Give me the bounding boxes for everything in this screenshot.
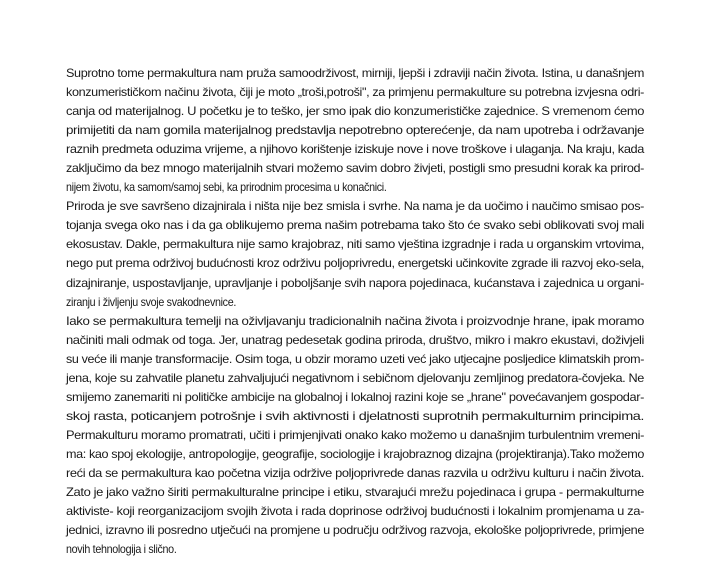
text-line: načiniti mali odmak od toga. Jer, unatrag pedesetak godina priroda, društvo, mikro i makro ekustavi, doživjeli — [66, 332, 645, 347]
text-line: zaključimo da bez mnogo materijalnih stvari možemo savim dobro živjeti, postigli smo presudni korak ka prirod- — [66, 161, 645, 176]
text-line: jena, koje su zahvatile planetu zahvaljujući negativnom i sebičnom djelovanju zemljinog predatora-čovjeka. Ne — [66, 370, 644, 385]
text-line: canja od materijalnog. U početku je to teško, jer smo ipak dio konzumerističke zajednice. S vremenom ćemo — [66, 104, 645, 119]
body-text — [66, 64, 646, 559]
text-line: smijemo zanemariti ni političke ambicije na globalnoj i lokalnoj razini koje se „hrane" povećavanjem gospodar- — [66, 389, 645, 404]
text-line: Permakulturu moramo promatrati, učiti i primjenjivati onako kako možemo u današnjim turbulentnim vremeni- — [66, 427, 644, 442]
text-line: Iako se permakultura temelji na oživljavanju tradicionalnih načina života i proizvodnje hrane, ipak moramo — [66, 313, 644, 328]
text-line: novih tehnologija i slično. — [66, 542, 177, 557]
text-line: ziranju i življenju svoje svakodnevnice. — [66, 294, 237, 309]
text-line: su veće ili manje transformacije. Osim toga, u obzir moramo uzeti već jako utjecajne posljedice klimatskih prom- — [66, 351, 645, 366]
text-line: reći da se permakultura kao početna vizija održive poljoprivrede danas razvila u održivu kulturu i način života. — [66, 465, 645, 480]
text-line: ma: kao spoj ekologije, antropologije, geografije, sociologije i krajobraznog dizajna (projektiranja).Tako možemo — [66, 446, 645, 461]
text-line: nijem životu, ka samom/samoj sebi, ka prirodnim procesima u konačnici. — [66, 180, 387, 195]
text-line: raznih predmeta oduzima vrijeme, a njihovo korištenje iziskuje nove i nove troškove i ulaganja. Na kraju, kada — [66, 142, 645, 157]
text-line: Suprotno tome permakultura nam pruža samoodrživost, mirniji, ljepši i zdraviji način života. Istina, u današnjem — [66, 66, 645, 80]
text-line: tojanja svega oko nas i da ga oblikujemo prema našim potrebama tako što će svako sebi oblikovati svoj mali — [66, 218, 644, 233]
text-line: Priroda je sve savršeno dizajnirala i ništa nije bez smisla i svrhe. Na nama je da uočimo i naučimo smisao pos- — [66, 199, 645, 214]
text-line: jednici, izravno ili posredno utječući na promjene u području održivog razvoja, ekološke poljoprivrede, primjene — [66, 523, 645, 538]
text-line: konzumerističkom načinu života, čiji je moto „troši,potroši", za primjenu permakulture su potrebna izvjesna odri- — [66, 85, 644, 100]
text-line: primijetiti da nam gomila materijalnog predstavlja nepotrebno opterećenje, da nam upotreba i održavanje — [66, 123, 645, 138]
text-line: aktiviste- koji reorganizacijom svojih života i rada doprinose održivoj budućnosti i lokalnim promjenama u za- — [66, 504, 645, 519]
text-line: ekosustav. Dakle, permakultura nije samo krajobraz, niti samo vještina izgradnje i rada u organskim vrtovima, — [66, 237, 645, 252]
text-line: skoj rasta, poticanjem potrošnje i svih aktivnosti i djelatnosti suprotnih permakulturnim principima. — [66, 408, 644, 423]
text-line: nego put prema održivoj budućnosti kroz održivu poljoprivredu, energetski učinkovite zgrade ili razvoj eko-sela, — [66, 256, 645, 271]
text-line: Zato je jako važno širiti permakulturalne principe i etiku, stvarajući mrežu pojedinaca i grupa - permakulturne — [66, 485, 644, 500]
text-line: dizajniranje, uspostavljanje, upravljanje i poboljšanje svih napora pojedinaca, kućanstava i zajednica u organi- — [66, 275, 645, 290]
